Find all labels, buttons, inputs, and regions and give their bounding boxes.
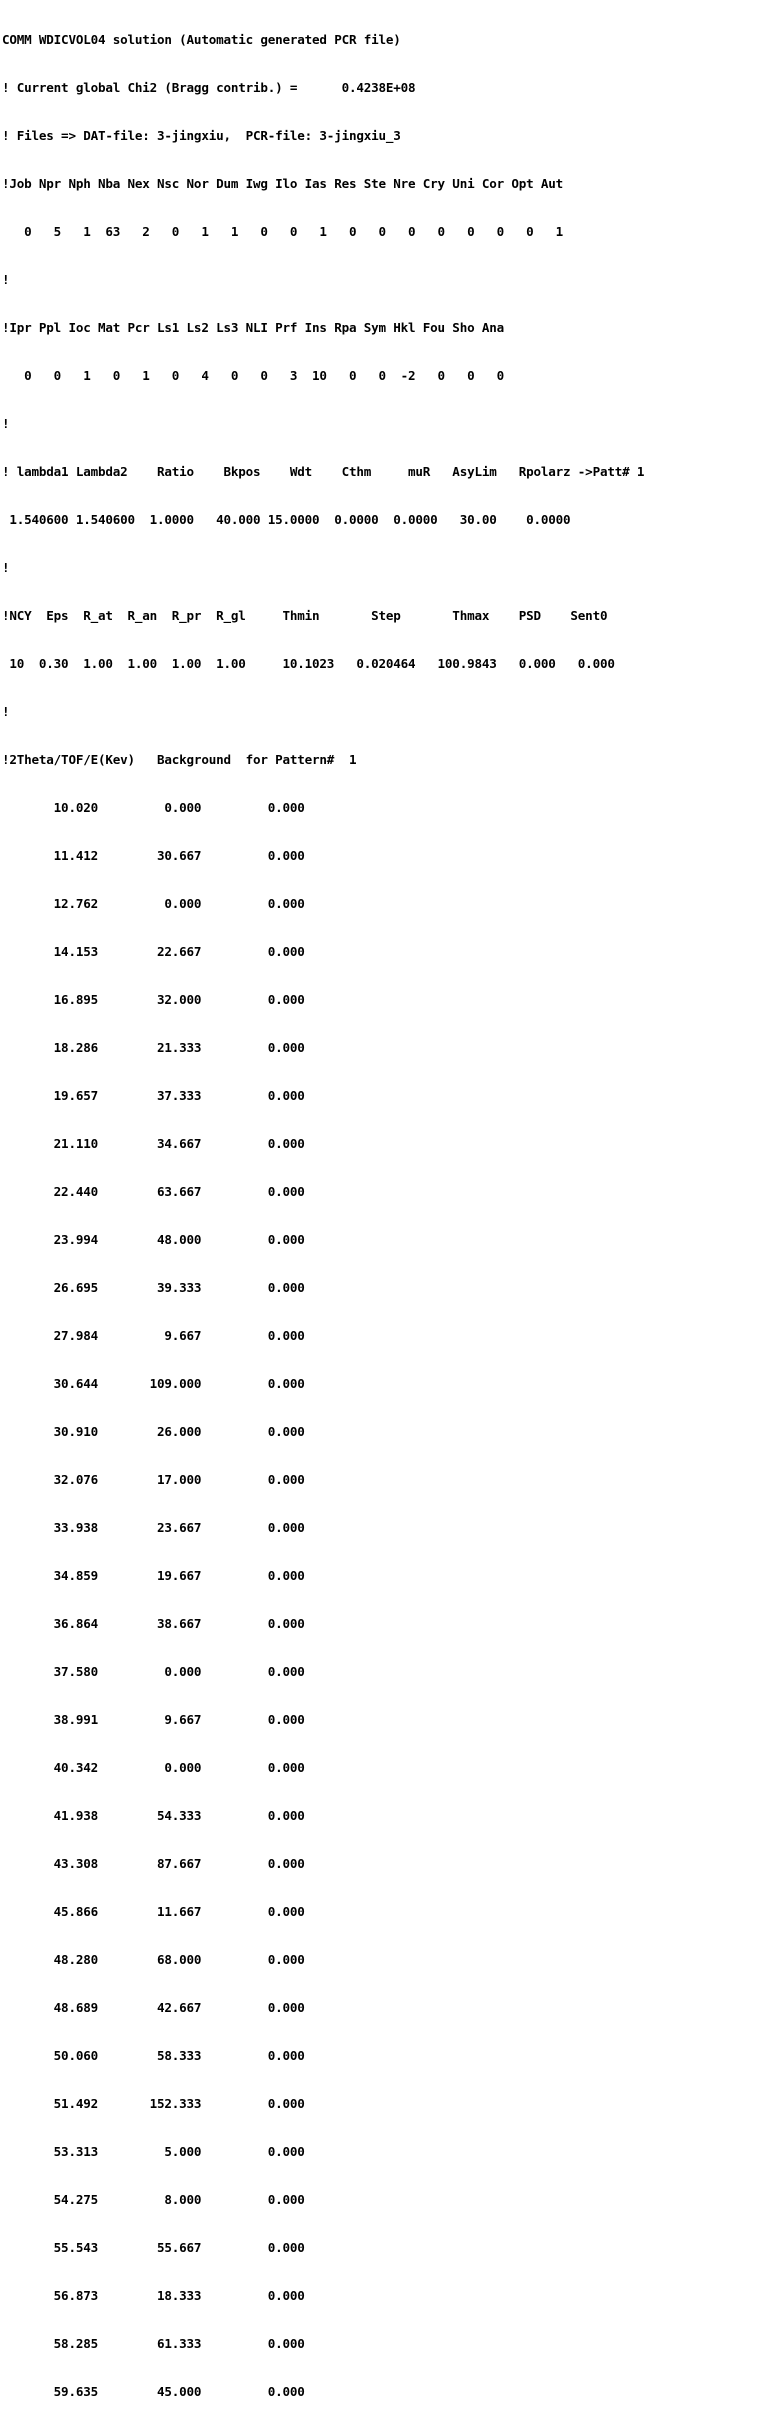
text-line: ! Files => DAT-file: 3-jingxiu, PCR-file: 3-jingxiu_3 (2, 128, 401, 143)
text-line: !2Theta/TOF/E(Kev) Background for Pattern# 1 (2, 752, 357, 767)
background-row: 43.308 87.667 0.000 (2, 1856, 305, 1871)
background-row: 33.938 23.667 0.000 (2, 1520, 305, 1535)
background-row: 16.895 32.000 0.000 (2, 992, 305, 1007)
background-row: 40.342 0.000 0.000 (2, 1760, 305, 1775)
background-row: 18.286 21.333 0.000 (2, 1040, 305, 1055)
background-row: 58.285 61.333 0.000 (2, 2336, 305, 2351)
background-row: 54.275 8.000 0.000 (2, 2192, 305, 2207)
text-line: ! (2, 272, 10, 287)
background-row: 34.859 19.667 0.000 (2, 1568, 305, 1583)
background-row: 48.689 42.667 0.000 (2, 2000, 305, 2015)
background-row: 30.910 26.000 0.000 (2, 1424, 305, 1439)
background-row: 56.873 18.333 0.000 (2, 2288, 305, 2303)
background-row: 53.313 5.000 0.000 (2, 2144, 305, 2159)
text-line: ! lambda1 Lambda2 Ratio Bkpos Wdt Cthm muR AsyLim Rpolarz ->Patt# 1 (2, 464, 645, 479)
background-row: 23.994 48.000 0.000 (2, 1232, 305, 1247)
text-line: ! (2, 704, 10, 719)
background-row: 19.657 37.333 0.000 (2, 1088, 305, 1103)
background-row: 38.991 9.667 0.000 (2, 1712, 305, 1727)
background-row: 45.866 11.667 0.000 (2, 1904, 305, 1919)
background-row: 55.543 55.667 0.000 (2, 2240, 305, 2255)
background-row: 22.440 63.667 0.000 (2, 1184, 305, 1199)
background-row: 21.110 34.667 0.000 (2, 1136, 305, 1151)
background-row: 12.762 0.000 0.000 (2, 896, 305, 911)
text-line: !NCY Eps R_at R_an R_pr R_gl Thmin Step Thmax PSD Sent0 (2, 608, 608, 623)
background-row: 51.492 152.333 0.000 (2, 2096, 305, 2111)
background-row: 37.580 0.000 0.000 (2, 1664, 305, 1679)
text-line: 0 0 1 0 1 0 4 0 0 3 10 0 0 -2 0 0 0 (2, 368, 504, 383)
text-line: 10 0.30 1.00 1.00 1.00 1.00 10.1023 0.020464 100.9843 0.000 0.000 (2, 656, 615, 671)
text-line: ! (2, 416, 10, 431)
background-row: 41.938 54.333 0.000 (2, 1808, 305, 1823)
background-row: 27.984 9.667 0.000 (2, 1328, 305, 1343)
text-line: COMM WDICVOL04 solution (Automatic generated PCR file) (2, 32, 401, 47)
background-row: 36.864 38.667 0.000 (2, 1616, 305, 1631)
background-row: 14.153 22.667 0.000 (2, 944, 305, 959)
background-row: 10.020 0.000 0.000 (2, 800, 305, 815)
text-line: 1.540600 1.540600 1.0000 40.000 15.0000 0.0000 0.0000 30.00 0.0000 (2, 512, 571, 527)
background-row: 48.280 68.000 0.000 (2, 1952, 305, 1967)
text-line: ! Current global Chi2 (Bragg contrib.) = 0.4238E+08 (2, 80, 416, 95)
background-row: 26.695 39.333 0.000 (2, 1280, 305, 1295)
background-row: 59.635 45.000 0.000 (2, 2384, 305, 2399)
background-row: 50.060 58.333 0.000 (2, 2048, 305, 2063)
text-line: !Ipr Ppl Ioc Mat Pcr Ls1 Ls2 Ls3 NLI Prf Ins Rpa Sym Hkl Fou Sho Ana (2, 320, 504, 335)
text-line: ! (2, 560, 10, 575)
text-line: 0 5 1 63 2 0 1 1 0 0 1 0 0 0 0 0 0 0 1 (2, 224, 564, 239)
background-row: 32.076 17.000 0.000 (2, 1472, 305, 1487)
background-row: 11.412 30.667 0.000 (2, 848, 305, 863)
background-row: 30.644 109.000 0.000 (2, 1376, 305, 1391)
text-line: !Job Npr Nph Nba Nex Nsc Nor Dum Iwg Ilo Ias Res Ste Nre Cry Uni Cor Opt Aut (2, 176, 564, 191)
